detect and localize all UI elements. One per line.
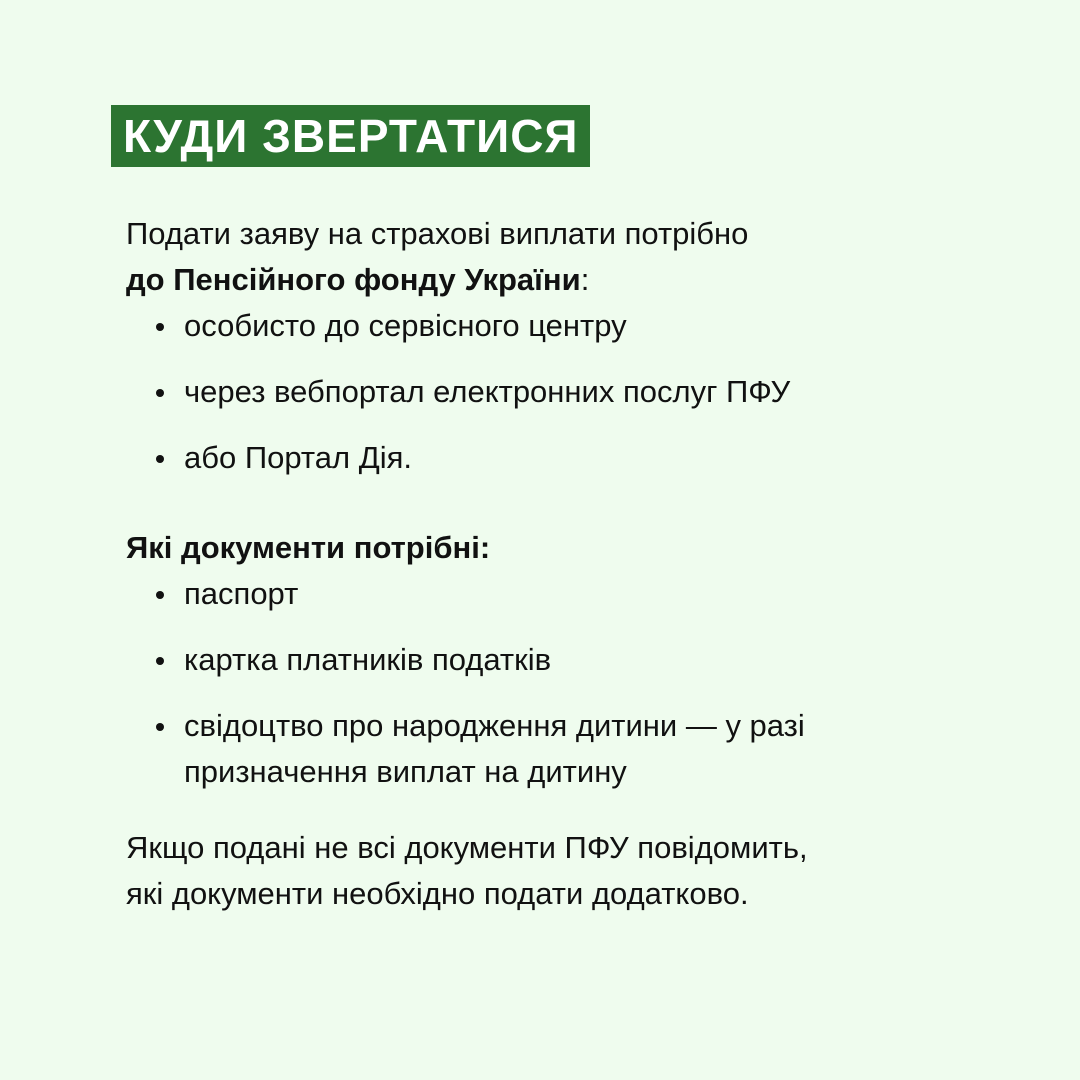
page-title: КУДИ ЗВЕРТАТИСЯ xyxy=(111,105,590,167)
note-line-2: які документи необхідно подати додатково. xyxy=(126,876,749,911)
intro-paragraph xyxy=(126,211,986,303)
documents-list xyxy=(126,571,986,795)
note-paragraph xyxy=(126,825,986,917)
channels-list xyxy=(126,303,986,481)
intro-colon: : xyxy=(580,262,590,297)
intro-line-2 xyxy=(126,257,986,303)
note-line: Якщо подані не всі документи ПФУ повідомить, xyxy=(126,830,808,865)
list-item: або Портал Дія. xyxy=(126,435,986,481)
list-item: паспорт xyxy=(126,571,986,617)
list-item: особисто до сервісного центру xyxy=(126,303,986,349)
list-item: картка платників податків xyxy=(126,637,986,683)
list-item: свідоцтво про народження дитини — у разі призначення виплат на дитину xyxy=(126,703,986,795)
pension-fund-name: до Пенсійного фонду України xyxy=(126,262,581,297)
intro-line: Подати заяву на страхові виплати потрібно xyxy=(126,216,749,251)
info-card xyxy=(123,105,986,917)
documents-heading: Які документи потрібні: xyxy=(126,530,491,565)
list-item: через вебпортал електронних послуг ПФУ xyxy=(126,369,986,415)
